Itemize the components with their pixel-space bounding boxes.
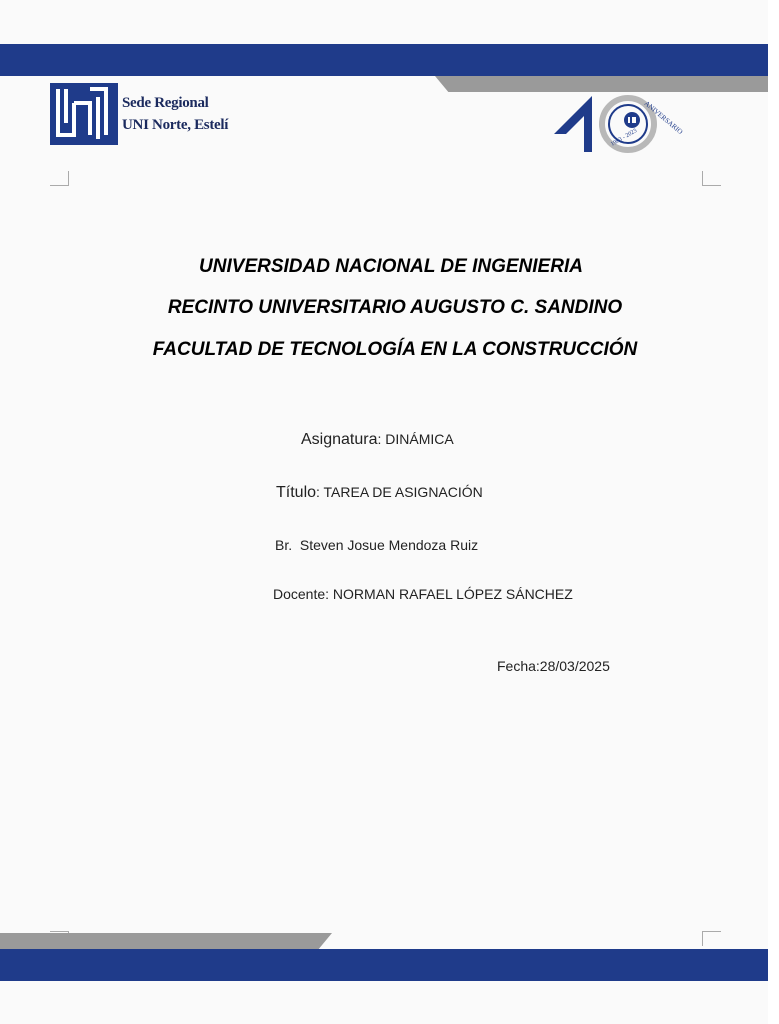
anniversary-years: 1983 - 2023 xyxy=(610,128,639,148)
footer-gray-band xyxy=(0,933,332,949)
logo-line-1: Sede Regional xyxy=(122,95,209,111)
crop-mark-bottom-right xyxy=(702,931,721,946)
anniversary-40-logo xyxy=(552,90,685,154)
logo-line-2: UNI Norte, Estelí xyxy=(122,117,229,133)
uni-norte-logo xyxy=(50,82,228,146)
campus-name: RECINTO UNIVERSITARIO AUGUSTO C. SANDINO xyxy=(167,297,623,318)
university-name: UNIVERSIDAD NACIONAL DE INGENIERIA xyxy=(199,256,583,277)
footer-blue-band xyxy=(0,949,768,981)
faculty-name: FACULTAD DE TECNOLOGÍA EN LA CONSTRUCCIÓN xyxy=(152,339,638,360)
subject-label: Asignatura xyxy=(301,431,378,448)
crop-mark-top-left xyxy=(50,171,69,186)
subject-value: : DINÁMICA xyxy=(377,431,454,447)
title-value: : TAREA DE ASIGNACIÓN xyxy=(316,484,483,500)
title-label: Título xyxy=(276,484,317,501)
anniversary-ring-text: ANIVERSARIO xyxy=(642,99,685,137)
teacher-name: Docente: NORMAN RAFAEL LÓPEZ SÁNCHEZ xyxy=(273,586,573,602)
subject-field xyxy=(301,431,454,449)
header-blue-band xyxy=(0,44,768,76)
student-name: Br. Steven Josue Mendoza Ruiz xyxy=(275,537,479,553)
date-field: Fecha:28/03/2025 xyxy=(497,658,610,674)
title-field xyxy=(276,484,483,502)
crop-mark-top-right xyxy=(702,171,721,186)
uni-logo-icon xyxy=(50,83,118,145)
